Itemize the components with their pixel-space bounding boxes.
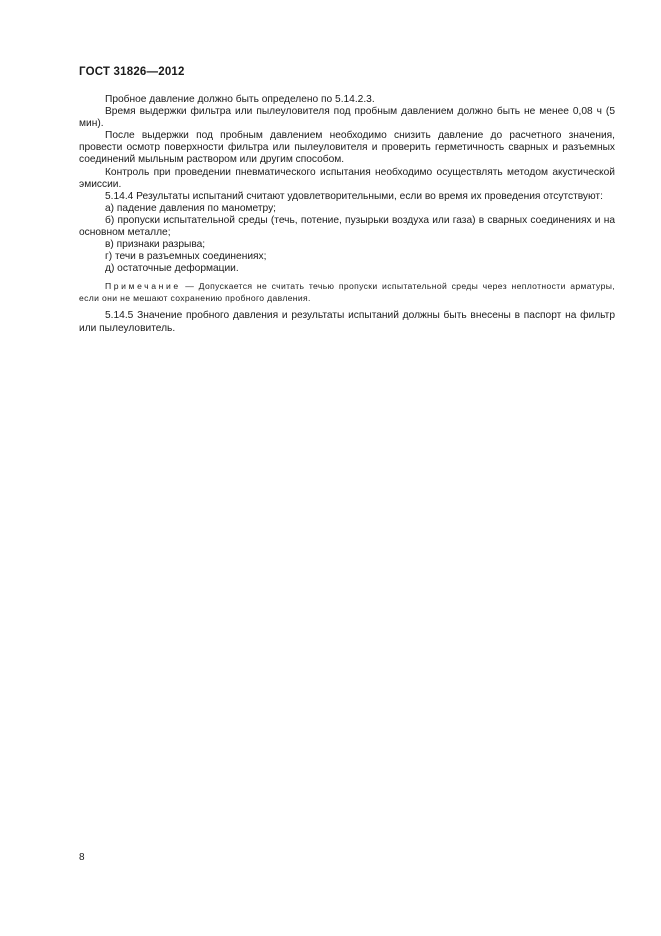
list-item: г) течи в разъемных соединениях;	[105, 251, 267, 263]
note-text: — Допускается не считать течью пропуски испытательной среды через неплотности арматуры, если они не мешают сохранению пробного давления.	[79, 281, 615, 304]
document-body	[79, 94, 615, 335]
list-item: б) пропуски испытательной среды (течь, потение, пузырьки воздуха или газа) в сварных соединениях и на основном металле;	[79, 214, 615, 239]
page-number: 8	[79, 852, 85, 863]
paragraph-5-14-4: 5.14.4 Результаты испытаний считают удовлетворительными, если во время их проведения отсутствуют:	[105, 190, 603, 202]
list-item: д) остаточные деформации.	[105, 263, 239, 275]
paragraph-acoustic-emission: Контроль при проведении пневматического испытания необходимо осуществлять методом акустической эмиссии.	[79, 166, 615, 190]
standard-header: ГОСТ 31826—2012	[79, 66, 185, 78]
note	[79, 280, 615, 304]
paragraph-holding-time: Время выдержки фильтра или пылеуловителя под пробным давлением должно быть не менее 0,08 ч (5 мин).	[79, 106, 615, 130]
note-lead: Примечание	[105, 281, 181, 292]
paragraph-5-14-5: 5.14.5 Значение пробного давления и результаты испытаний должны быть внесены в паспорт на фильтр или пылеуловитель.	[79, 310, 615, 334]
paragraph-inspection: После выдержки под пробным давлением необходимо снизить давление до расчетного значения, провести осмотр поверхности фильтра или пылеуловителя и проверить герметичность сварных и разъемных соединений мыльным раствором или другим способом.	[79, 130, 615, 166]
list-item: а) падение давления по манометру;	[105, 202, 277, 214]
paragraph-test-pressure: Пробное давление должно быть определено по 5.14.2.3.	[105, 94, 375, 105]
list-item: в) признаки разрыва;	[105, 239, 206, 251]
